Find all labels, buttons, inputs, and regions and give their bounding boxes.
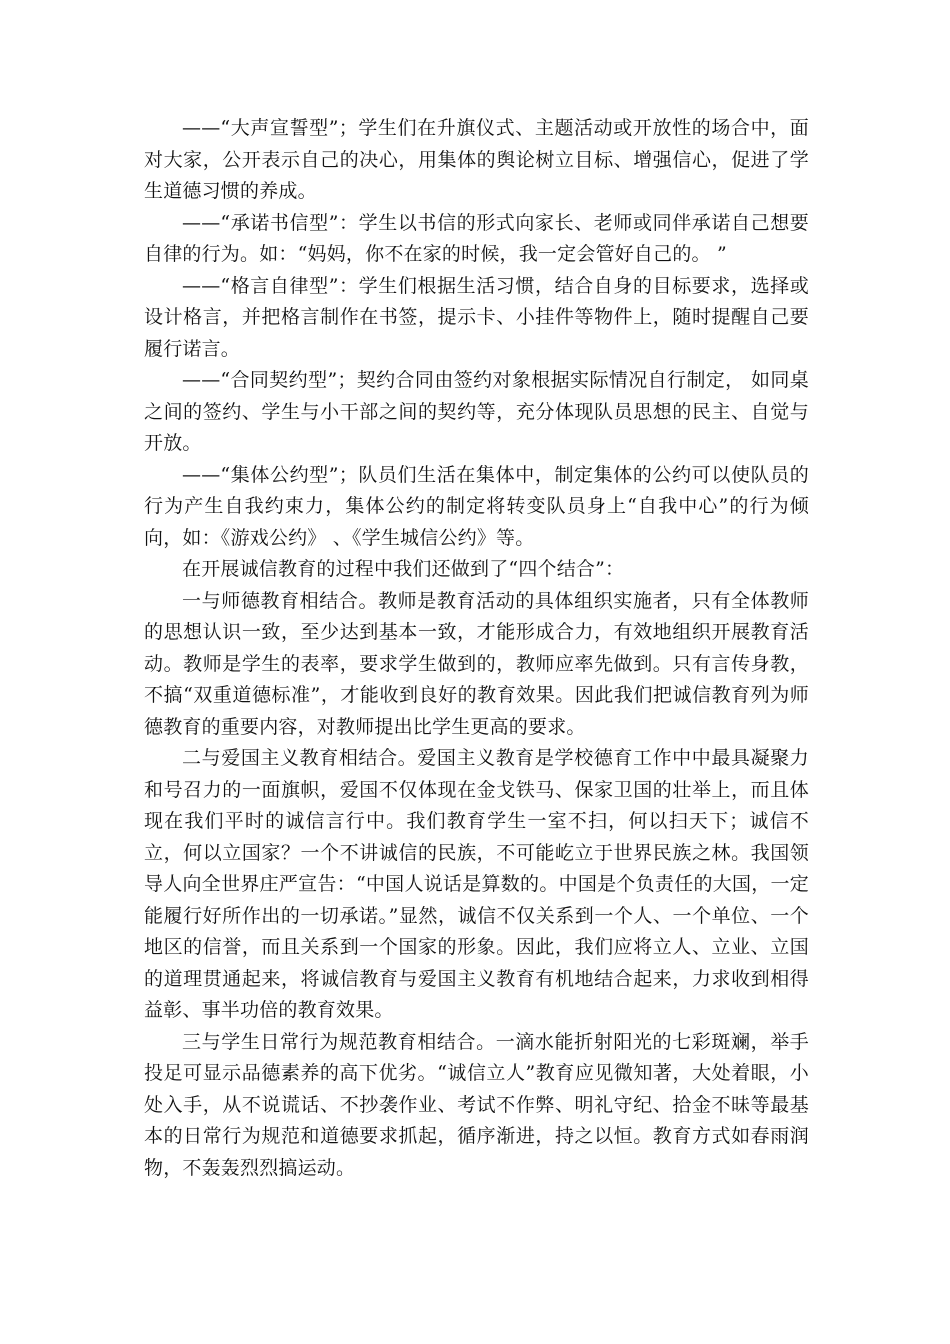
paragraph-patriotism: 二与爱国主义教育相结合。爱国主义教育是学校德育工作中中最具凝聚力和号召力的一面旗帜，爱国不仅体现在金戈铁马、保家卫国的壮举上，而且体现在我们平时的诚信言行中。我们教育学生一室不扫，何以扫天下；诚信不立，何以立国家？一个不讲诚信的民族，不可能屹立于世界民族之林。我国领导人向全世界庄严宣告：“中国人说话是算数的。中国是个负责任的大国，一定能履行好所作出的一切承诺。”显然，诚信不仅关系到一个人、一个单位、一个地区的信誉，而且关系到一个国家的形象。因此，我们应将立人、立业、立国的道理贯通起来，将诚信教育与爱国主义教育有机地结合起来，力求收到相得益彰、事半功倍的教育效果。 — [144, 747, 809, 1021]
paragraph-motto-type: ——“格言自律型”：学生们根据生活习惯，结合自身的目标要求，选择或设计格言，并把格言制作在书签，提示卡、小挂件等物件上，随时提醒自己要履行诺言。 — [144, 274, 809, 360]
paragraph-letter-type: ——“承诺书信型”：学生以书信的形式向家长、老师或同伴承诺自己想要自律的行为。如：“妈妈，你不在家的时候，我一定会管好自己的。 ” — [144, 211, 809, 265]
paragraph-contract-type: ——“合同契约型”；契约合同由签约对象根据实际情况自行制定， 如同桌之间的签约、学生与小干部之间的契约等，充分体现队员思想的民主、自觉与开放。 — [144, 369, 809, 454]
paragraph-teacher-ethics: 一与师德教育相结合。教师是教育活动的具体组织实施者，只有全体教师的思想认识一致，至少达到基本一致，才能形成合力，有效地组织开展教育活动。教师是学生的表率，要求学生做到的，教师应率先做到。只有言传身教，不搞“双重道德标准”，才能收到良好的教育效果。因此我们把诚信教育列为师德教育的重要内容，对教师提出比学生更高的要求。 — [144, 589, 809, 738]
paragraph-convention-type: ——“集体公约型”；队员们生活在集体中，制定集体的公约可以使队员的行为产生自我约束力，集体公约的制定将转变队员身上“自我中心”的行为倾向，如：《游戏公约》 、《学生城信公约》等。 — [144, 463, 809, 549]
document-body — [144, 113, 809, 1184]
paragraph-four-combinations: 在开展诚信教育的过程中我们还做到了“四个结合”： — [182, 558, 625, 580]
paragraph-daily-behavior: 三与学生日常行为规范教育相结合。一滴水能折射阳光的七彩斑斓，举手投足可显示品德素养的高下优劣。“诚信立人”教育应见微知著，大处着眼，小处入手，从不说谎话、不抄袭作业、考试不作弊、明礼守纪、拾金不昧等最基本的日常行为规范和道德要求抓起，循序渐进，持之以恒。教育方式如春雨润物，不轰轰烈烈搞运动。 — [144, 1030, 809, 1179]
paragraph-declaration-type: ——“大声宣誓型”；学生们在升旗仪式、主题活动或开放性的场合中，面对大家，公开表示自己的决心，用集体的舆论树立目标、增强信心，促进了学生道德习惯的养成。 — [144, 117, 809, 202]
